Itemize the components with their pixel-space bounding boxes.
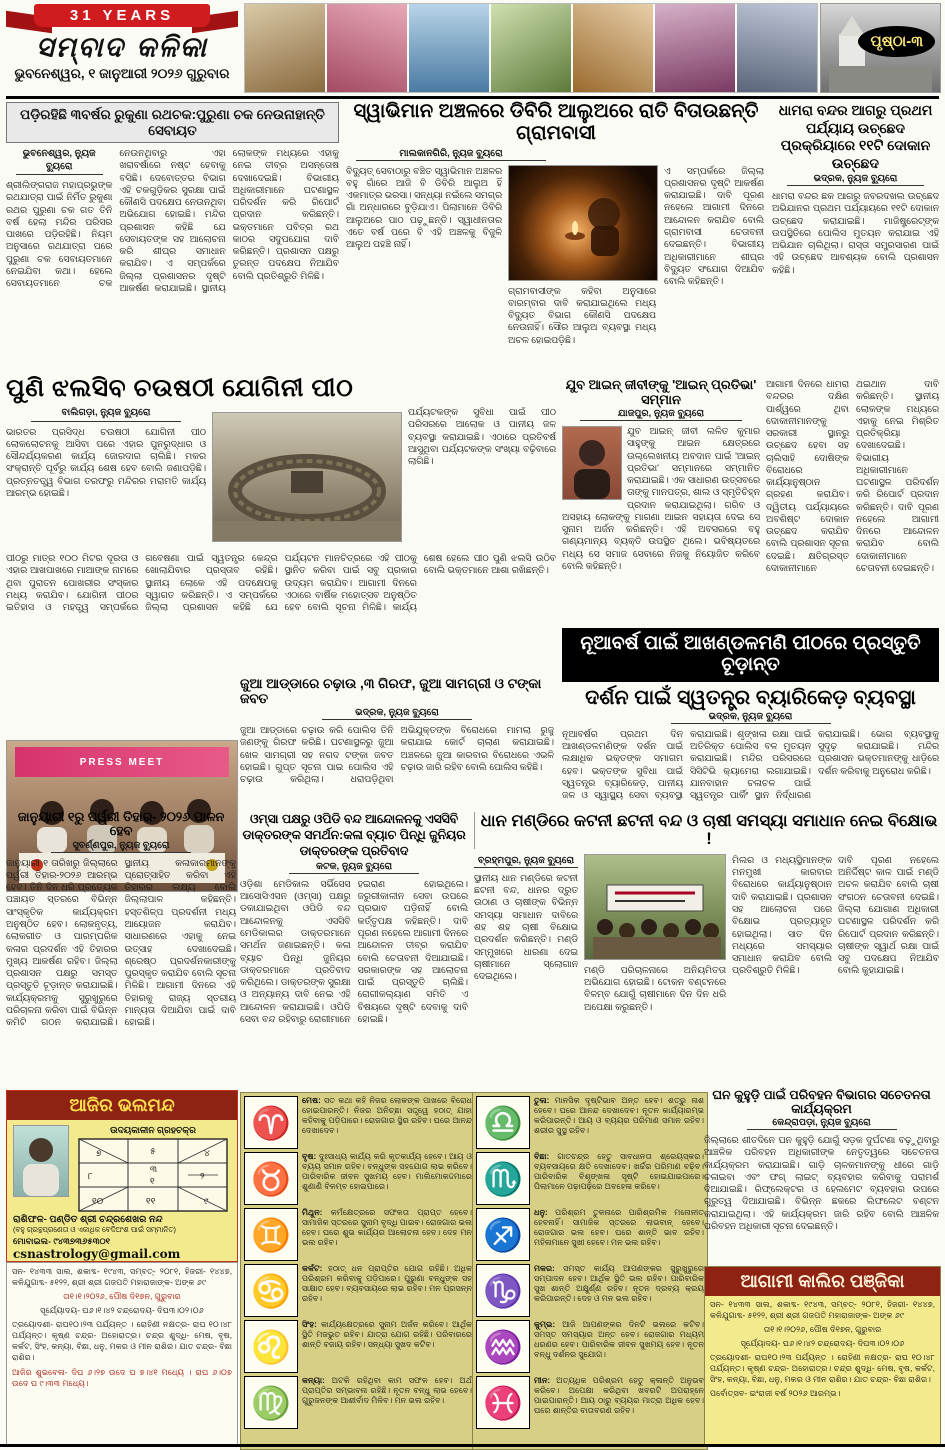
akhandalamani-bar-headline: ନୂଆବର୍ଷ ପାଇଁ ଆଖଣ୍ଡଳମଣି ପୀଠରେ ପ୍ରସ୍ତୁତି ଚୂଡ଼ାନ୍ତ [562, 628, 939, 682]
agami-parva-line: ପର୍ବୋତ୍ସବ- ଇଂରାଜୀ ବର୍ଷ ୨୦୨୬ ଆରମ୍ଭ। [710, 1389, 841, 1399]
yogini-shrine-photo [212, 412, 402, 542]
dhamara-body-continued: ଆଗାମୀ ଦିନରେ ଧାମରା ବନ୍ଦରର ଦକ୍ଷିଣ ପାର୍ଶ୍ୱରେ ଥିବା ଦୋକାନୀମାନଙ୍କୁ ସରକାରୀ ସ୍ଥାନରୁ ଉଚ୍ଛେଦ ହେବା ସହ ଚାଲିସାହି ଦୋଷିଙ୍କ ବିରୋଧରେ କାର୍ଯ୍ୟାନୁଷ୍ଠାନ ଗ୍ରହଣ କରାଯିବ। ଦ୍ୱିତୀୟ ପର୍ଯ୍ୟାୟରେ ଅବଶିଷ୍ଟ ଦୋକାନ ଉଚ୍ଛେଦ କରାଯିବ ବୋଲି ପ୍ରଶାସନ ସୂଚନା ଦେଇଛି। କ୍ଷତିଗ୍ରସ୍ତ ଦୋକାନୀମାନେ ଥଇଥାନ ଦାବି କରିଛନ୍ତି। ସ୍ଥାନୀୟ ଲୋକଙ୍କ ମଧ୍ୟରେ ଏହାକୁ ନେଇ ମିଶ୍ରିତ ପ୍ରତିକ୍ରିୟା ଦେଖାଦେଇଛି। ବିଭାଗୀୟ ଅଧିକାରୀମାନେ ଘଟଣାସ୍ଥଳ ପରିଦର୍ଶନ କରି ରିପୋର୍ଟ ପ୍ରଦାନ କରିଛନ୍ତି। ଦାବି ପୂରଣ ନହେଲେ ଆଗାମୀ ଦିନରେ ଆନ୍ଦୋଳନ କରାଯିବ ବୋଲି ଦୋକାନୀମାନେ ଚେତାବନୀ ଦେଇଛନ୍ତି। [766, 379, 939, 573]
article-pravari [6, 810, 236, 1088]
dhana-body-col1: ସ୍ଥାନୀୟ ଧାନ ମଣ୍ଡିରେ କଟନୀ ଛଟନୀ ବନ୍ଦ, ଧାନର ଦ୍ରୁତ ଉଠାଣ ଓ ଚାଷୀଙ୍କ ବିଭିନ୍ନ ସମସ୍ୟା ସମାଧାନ ଦାବିରେ ଶହ ଶହ ଚାଷୀ ବିକ୍ଷୋଭ ପ୍ରଦର୍ଶନ କରିଛନ୍ତି। ମଣ୍ଡି ସମ୍ମୁଖରେ ଧାରଣା ଦେଇ ଚାଷୀମାନେ ସ୍ଲୋଗାନ ଦେଇଥିଲେ। [474, 872, 578, 982]
jua-body: ଜୁଆ ଆଡ୍ଡାରେ ଚଢ଼ାଉ କରି ପୋଲିସ ତିନି ଜଣଙ୍କୁ ଗିରଫ କରିଛି। ଘଟଣାସ୍ଥଳରୁ ଜୁଆ ଖେଳ ସାମଗ୍ରୀ ସହ ନଗଦ ଟଙ୍କା ଜବତ ହୋଇଛି। ଗୁପ୍ତ ସୂଚନା ପାଇ ପୋଲିସ ଏହି ଚଢ଼ାଉ କରିଥିଲା। ଧରାପଡ଼ିଥିବା ଅଭିଯୁକ୍ତଙ୍କ ବିରୋଧରେ ମାମଲା ରୁଜୁ କରାଯାଇ କୋର୍ଟ ଚାଲାଣ କରାଯାଇଛି। ଅଞ୍ଚଳରେ ଜୁଆ କାରବାର ବିରୋଧରେ ଏଭଳି ଚଢ଼ାଉ ଜାରି ରହିବ ବୋଲି ପୋଲିସ କହିଛି। [240, 725, 554, 785]
chart-cell: ୧ [150, 1176, 155, 1186]
collage-craft-photo [573, 4, 653, 92]
article-dhamara [772, 102, 939, 372]
sign-name: ମକର: [534, 1264, 555, 1273]
gemini-icon: ♊ [244, 1208, 298, 1261]
zodiac-entry-mesha [244, 1096, 472, 1149]
omsa-body: ଓଡ଼ିଶା ମେଡିକାଲ ସର୍ଭିସେସ ଆସୋସିଏସନ (ଓମ୍ସା) ପକ୍ଷରୁ ଡକାଯାଇଥିବା ଓପିଡି ବନ୍ଦ ଆନ୍ଦୋଳନକୁ ଏସସିବି ମେଡିକାଲର ଡାକ୍ତରମାନେ ସମର୍ଥନ ଜଣାଇଛନ୍ତି। କଳା ବ୍ୟାଚ ପିନ୍ଧି ଜୁନିୟର ଡାକ୍ତରମାନେ ପ୍ରତିବାଦ କରିଥିଲେ। ଡାକ୍ତରଙ୍କ ସୁରକ୍ଷା ଓ ଅନ୍ୟାନ୍ୟ ଦାବି ନେଇ ଏହି ଆନ୍ଦୋଳନ କରାଯାଇଛି। ଓପିଡି ସେବା ବନ୍ଦ ରହିବାରୁ ରୋଗୀମାନେ ହଇରାଣ ହୋଇଥିଲେ। ଜରୁରୀକାଳୀନ ସେବା ଉପରେ ପ୍ରଭାବ ପଡ଼ିନାହିଁ ବୋଲି କର୍ତ୍ତୃପକ୍ଷ କହିଛନ୍ତି। ଦାବି ପୂରଣ ନହେଲେ ଆଗାମୀ ଦିନରେ ଆନ୍ଦୋଳନ ତୀବ୍ର କରାଯିବ ବୋଲି ଚେତାବନୀ ଦିଆଯାଇଛି। ସରକାରଙ୍କ ସହ ଆଲୋଚନା ପାଇଁ ପ୍ରସ୍ତୁତି ଚାଲିଛି। ରୋଗୀକଲ୍ୟାଣ ସମିତି ଏ ବିଷୟରେ ଦୃଷ୍ଟି ଦେବାକୁ ଦାବି ହୋଇଛି। [240, 878, 468, 1024]
article-rath-chaka [6, 102, 339, 372]
sign-name: କୁମ୍ଭ: [534, 1320, 556, 1329]
dhamara-body: ଧାମରା ବନ୍ଦର ଛକ ଆଗରୁ ଜବରଦଖଲ ଉଚ୍ଛେଦ ଅଭିଯାନର ପ୍ରଥମ ପର୍ଯ୍ୟାୟରେ ୧୧ଟି ଦୋକାନ ଉଚ୍ଛେଦ କରାଯାଇଛି। ମାଜିଷ୍ଟ୍ରେଟ୍‌ଙ୍କ ଉପସ୍ଥିତିରେ ପୋଲିସ ମୁତୟନ କରାଯାଇ ଏହି ଅଭିଯାନ ଚାଲିଥିଲା। ରାସ୍ତା ସମ୍ପ୍ରସାରଣ ପାଇଁ ଏହି ଉଚ୍ଛେଦ ଆବଶ୍ୟକ ବୋଲି ପ୍ରଶାସନ କହିଛି। [772, 191, 939, 275]
agami-panjika-title: ଆଗାମୀ କାଲିର ପଞ୍ଜିକା [705, 1267, 940, 1296]
sign-name: ବିଛା: [534, 1152, 550, 1161]
collage-village-photo [491, 4, 571, 92]
panjika-sun-line: ସୂର୍ଯ୍ୟୋଦୟ- ଘ୬।୧।୪୨ ଚନ୍ଦ୍ରୋଦୟ- ଦିଘ୩।୦୨।୦୬ [40, 1306, 204, 1316]
agami-tithi-line: ତ୍ରୟୋଦଶୀ- ରାଘ୧୦।୨୩ ପର୍ଯ୍ୟନ୍ତ । ରୋହିଣୀ ନକ୍ଷତ୍ର- ରାଘ ୧୦।୪୮ ପର୍ଯ୍ୟନ୍ତ। କୃଷ୍ଣ ଚନ୍ଦ୍ର- ଅହୋରାତ୍ର। ଚନ୍ଦ୍ର ଶୁଦ୍ଧି- ମେଷ, ବୃଷ, କର୍କଟ, ସିଂହ, କନ୍ୟା, ବିଛା, ଧନୁ, ମକର ଓ ମୀନ ରାଶିର। ଯାତ ଚନ୍ଦ୍ର- ବିଛା ରାଶିର। [710, 1353, 935, 1385]
sign-name: ତୁଳା: [534, 1096, 550, 1105]
pravari-body: ଜାନୁୟାରୀ ୧ ତାରିଖରୁ ଜିଲ୍ଲାରେ ପର୍ୱରୀ ତିହାର-୨୦୨୬ ଆରମ୍ଭ ହେବ। ତିନି ଦିନ ଧରି ପ୍ରତ୍ୟେକ ପଞ୍ଚାୟତ ସ୍ତରରେ ବିଭିନ୍ନ ସାଂସ୍କୃତିକ କାର୍ଯ୍ୟକ୍ରମ ଅନୁଷ୍ଠିତ ହେବ। ଲୋକନୃତ୍ୟ, ଲୋକଗୀତ ଓ ପାରମ୍ପରିକ କଳାର ପ୍ରଦର୍ଶନ ଏହି ତିହାରର ମୁଖ୍ୟ ଆକର୍ଷଣ ରହିବ। ଜିଲ୍ଲା ପ୍ରଶାସନ ପକ୍ଷରୁ ସମସ୍ତ ପ୍ରସ୍ତୁତି ଚୂଡ଼ାନ୍ତ କରାଯାଇଛି। କାର୍ଯ୍ୟକ୍ରମକୁ ସୁରୁଖୁରୁରେ ପରିଚାଳନା କରିବା ପାଇଁ ବିଭିନ୍ନ କମିଟି ଗଠନ କରାଯାଇଛି। ସ୍ଥାନୀୟ କଳାକାରମାନଙ୍କୁ ପ୍ରୋତ୍ସାହିତ କରିବା ଏହି ତିହାରର ଲକ୍ଷ୍ୟ ବୋଲି ଜିଲ୍ଲାପାଳ କହିଛନ୍ତି। ହସ୍ତଶିଳ୍ପ ପ୍ରଦର୍ଶନୀ ମଧ୍ୟ ଆୟୋଜନ କରାଯିବ। ସାଧାରଣରେ ଏହାକୁ ନେଇ ଉତ୍ସାହ ଦେଖାଦେଇଛି। ଶ୍ରେଷ୍ଠ ପ୍ରଦର୍ଶନକାରୀଙ୍କୁ ପୁରସ୍କୃତ କରାଯିବ ବୋଲି ସୂଚନା ମିଳିଛି। ଆଗାମୀ ଦିନରେ ଏହି ତିହାରକୁ ରାଜ୍ୟ ସ୍ତରୀୟ ମାନ୍ୟତା ଦିଆଯିବା ପାଇଁ ଦାବି ହୋଇଛି। [6, 857, 236, 1028]
dibiri-body-col3: ଏ ସମ୍ପର୍କରେ ଜିଲ୍ଲା ପ୍ରଶାସନର ଦୃଷ୍ଟି ଆକର୍ଷଣ କରାଯାଇଛି। ଦାବି ପୂରଣ ନହେଲେ ଆଗାମୀ ଦିନରେ ଆନ୍ଦୋଳନ କରାଯିବ ବୋଲି ଗ୍ରାମବାସୀ ଚେତାବନୀ ଦେଇଛନ୍ତି। ବିଭାଗୀୟ ଅଧିକାରୀମାନେ ଶୀଘ୍ର ବିଦ୍ୟୁତ ସଂଯୋଗ ଦିଆଯିବ ବୋଲି କହିଛନ୍ତି। [664, 165, 764, 287]
ajira-title: ଆଜିର ଭଲମନ୍ଦ [7, 1091, 237, 1120]
sign-name: ମୀନ: [534, 1376, 551, 1385]
protest-crowd-icon [585, 855, 725, 959]
zodiac-entry-simha [244, 1320, 472, 1373]
article-omsa [240, 812, 468, 1088]
zodiac-entry-kumbha [476, 1320, 704, 1373]
zodiac-entry-mithuna [244, 1208, 472, 1261]
chart-cell: ୭ [96, 1148, 102, 1158]
astrologer-silhouette-icon [14, 1126, 68, 1196]
pisces-icon: ♓ [476, 1376, 530, 1429]
ain-byline: ଯାଜପୁର, ନ୍ୟୁଜ ବ୍ୟୁରୋ [580, 408, 742, 421]
chart-cell: ୧୧ [146, 1196, 156, 1206]
dibiri-body-col2: ଗ୍ରାମବାସୀଙ୍କ କହିବା ଅନୁସାରେ ବାରମ୍ବାର ଦାବି କରାଯାଇଥିଲେ ମଧ୍ୟ ବିଦ୍ୟୁତ ବିଭାଗ କୌଣସି ପଦକ୍ଷେପ ନେଉନାହିଁ। ସୌର ଆଲୁଅ ବ୍ୟବସ୍ଥା ମଧ୍ୟ ଅଚଳ ହୋଇପଡ଼ିଛି। [508, 285, 656, 345]
zodiac-entry-tula [476, 1096, 704, 1149]
dibiri-byline: ମାଲକାନଗିରି, ନ୍ୟୁଜ ବ୍ୟୁରୋ [356, 148, 546, 161]
collage-boat-photo [409, 4, 489, 92]
agami-date-line: ତା୧।୧।୨୦୨୬, ପୌଷ ଦି୧୭ନ, ଗୁରୁବାର [763, 1325, 882, 1335]
zodiac-entry-kanya [244, 1376, 472, 1429]
years-ribbon [6, 2, 238, 32]
zodiac-entry-makara [476, 1264, 704, 1317]
article-akhandalamani [562, 628, 939, 820]
chart-cell: ୫ [150, 1146, 156, 1156]
sign-text: ଗାତଚନ୍ଦ୍ର ହେତୁ ସାବଧାନତା ଶ୍ରେୟସ୍କର। ବ୍ୟବସାୟରେ କ୍ଷତି ଦେଖାଦେବ। ଖର୍ଚ୍ଚର ପରିମାଣ ବଢ଼ିବ। ପାରିବାରିକ ବିଶୃଙ୍ଖଳା ସୃଷ୍ଟି ହୋଇଯାଇପାରେ। ପିଲାମାନେ ପଢ଼ାପଢ଼ିରେ ଅବହେଳା କରିବେ। [534, 1152, 704, 1191]
zodiac-column-2 [472, 1092, 708, 1450]
header-pond-photo [820, 3, 941, 93]
sign-name: ବୃଷ: [302, 1152, 317, 1161]
dhana-byline: ବ୍ରହ୍ମପୁର, ନ୍ୟୁଜ ବ୍ୟୁରୋ [474, 855, 578, 868]
article-kuhudi [704, 1088, 939, 1262]
scorpio-icon: ♏ [476, 1152, 530, 1205]
collage-fair-photo [737, 4, 817, 92]
chart-cell: ୪ [204, 1148, 210, 1158]
omsa-byline: କଟକ, ନ୍ୟୁଜ ବ୍ୟୁରୋ [289, 861, 419, 874]
sagittarius-icon: ♐ [476, 1208, 530, 1261]
press-meet-banner: PRESS MEET [15, 747, 229, 777]
chart-cell: ୯ [204, 1196, 209, 1206]
akhandalamani-byline: ଭଦ୍ରକ, ନ୍ୟୁଜ ବ୍ୟୁରୋ [671, 711, 831, 724]
zodiac-entry-dhanu [476, 1208, 704, 1261]
omsa-headline: ଓମ୍ସା ପକ୍ଷରୁ ଓପିଡି ବନ୍ଦ ଆନ୍ଦୋଳନକୁ ଏସସିବି ଡାକ୍ତରଙ୍କ ସମର୍ଥନ:କଳା ବ୍ୟାଚ ପିନ୍ଧି ଜୁନିୟର ଡାକ୍ତରଙ୍କ ପ୍ରତିବାଦ [242, 812, 466, 858]
sign-name: ଧନୁ: [534, 1208, 548, 1217]
dhana-body-col4: ଦାବି ପୂରଣ ନହେଲେ ଅନିର୍ଦ୍ଦିଷ୍ଟ କାଳ ପାଇଁ ମଣ୍ଡି ଅଚଳ କରାଯିବ ବୋଲି ଚାଷୀ ସଂଗଠନ ଚେତାବନୀ ଦେଇଛି। ଜିଲ୍ଲା ଯୋଗାଣ ଅଧିକାରୀ ଘଟଣାସ୍ଥଳ ପରିଦର୍ଶନ କରି ରିପୋର୍ଟ ପ୍ରଦାନ କରିଛନ୍ତି। ଚାଷୀଙ୍କ ସ୍ୱାର୍ଥ ରକ୍ଷା ପାଇଁ ସବୁ ପଦକ୍ଷେପ ନିଆଯିବ ବୋଲି କୁହାଯାଇଛି। [838, 854, 939, 976]
grahachakra-chart [78, 1138, 228, 1212]
article-dhana-mandi [474, 812, 939, 1084]
dibiri-lamp-photo [508, 165, 658, 281]
sign-text: ହଠାତ୍ ଧନ ପ୍ରାପ୍ତିର ଯୋଗ ରହିଛି। ଅଧିକ ପରିଶ୍ରମ କରିବାକୁ ପଡ଼ିପାରେ। ପୁରୁଣା ବନ୍ଧୁଙ୍କ ସହ ସାକ୍ଷାତ ହେବ। ବ୍ୟବସାୟରେ ଲାଭ ରହିବ। ମନ ପ୍ରସନ୍ନ ରହିବ। [302, 1264, 472, 1303]
sign-text: ସତ କଥା କହି ନିଜର ଲୋକଙ୍କ ପାଖରେ ବିରୋଧ ହୋଇପାରନ୍ତି। ନିଜର ଅନିଚ୍ଛା ସତ୍ତ୍ୱେ ହଠାତ୍ ଯାହା କହିବାକୁ ପଡ଼ିପାରେ। ରୋଜଗାର ସ୍ଥିର ରହିବ। ଘରେ ଆନନ୍ଦ ଦେଖାଦେବ। [302, 1096, 472, 1135]
dateline: ଭୁବନେଶ୍ୱର, ୧ ଜାନୁଆରୀ ୨୦୨୬ ଗୁରୁବାର [14, 66, 230, 81]
astrologer-credentials: (ବହୁ ଗ୍ରନ୍ଥପ୍ରଣେତା ଓ ଏକାଧିକ ବେଦିଅଂଶ ପାଇଁ ସମ୍ମାନିତ) [13, 1225, 176, 1234]
capricorn-icon: ♑ [476, 1264, 530, 1317]
dhana-body-col3: ମିଲର ଓ ମଧ୍ୟସ୍ଥିମାନଙ୍କ ମନମୁଖୀ କାରବାର ବିରୋଧରେ କାର୍ଯ୍ୟାନୁଷ୍ଠାନ ଦାବି କରାଯାଇଛି। ପ୍ରଶାସନ ସହ ଆଲୋଚନା ପରେ ବିକ୍ଷୋଭ ପ୍ରତ୍ୟାହୃତ ହୋଇଥିଲା। ସାତ ଦିନ ମଧ୍ୟରେ ସମସ୍ୟାର ସମାଧାନ କରାଯିବ ବୋଲି ପ୍ରତିଶ୍ରୁତି ମିଳିଛି। [732, 854, 832, 976]
sign-text: କର୍ମକ୍ଷେତ୍ରରେ ସଫଳତା ପ୍ରାପ୍ତ ହେବେ। ସାମାଜିକ ସ୍ତରରେ ସୁନାମ ବୃଦ୍ଧି ପାଇବ। ରୋଜଗାର ଭଲ ହେବ। ଘରେ ଶୁଭ କାର୍ଯ୍ୟର ଆଲୋଚନା ହେବ। ଦେହ ମନ ଭଲ ରହିବ। [302, 1208, 472, 1247]
stone-circle-icon [213, 413, 401, 541]
page-number-badge: ପୃଷ୍ଠା-୩ [858, 26, 935, 57]
panjika-date-line: ତା୧।୧।୨୦୨୬, ପୌଷ ଦି୧୭ନ, ଗୁରୁବାର [63, 1292, 181, 1302]
panjika-bela-line: ଆଜିର ଶୁଭବେଳା- ଦିଘ ୬।୨୭ ଉଦେ ଘ ୭।୪୧ ମଧ୍ୟେ । ରାଘ ୬।୦୭ ଉଦେ ଘ ୯।୩୩ ମଧ୍ୟେ। [12, 1367, 232, 1388]
lawyer-portrait-photo [562, 426, 622, 500]
today-panjika-panel [6, 1262, 238, 1446]
yogini-body-col2: ପର୍ଯ୍ୟଟକଙ୍କ ସୁବିଧା ପାଇଁ ପୀଠ ପରିସରରେ ଆଲୋକ ଓ ପାନୀୟ ଜଳ ବ୍ୟବସ୍ଥା କରାଯାଇଛି। ଏଠାରେ ପ୍ରତିବର୍ଷ ଆସୁଥିବା ପର୍ଯ୍ୟଟକଙ୍କ ସଂଖ୍ୟା ବଢ଼ିବାରେ ଲାଗିଛି। [408, 407, 556, 467]
pravari-headline: ଜାନୁୟାରୀ ୧ରୁ ପର୍ୱରୀ ତିହାର- ୨୦୨୬ ପାଳନ ହେବ [17, 809, 225, 839]
sign-text: ପରିଶ୍ରମ ତୁଳନାରେ ପାରିଶ୍ରମିକ ମନୋନୀତ ହେବନାହିଁ। ସାମାଜିକ ସ୍ତରରେ ଲାଭବାନ୍ ହେବେ। ରୋଜଗାର ଭଲ ହେବ। ଘରେ ଶାନ୍ତି ଭାବ ରହିବ। ମହିଳାମାନେ ସୁଖୀ ହେବେ। ମନ ଭଲ ରହିବ। [534, 1208, 704, 1247]
dhana-body-col2: ମଣ୍ଡି ପରିଚାଳନାରେ ଅନିୟମିତତା ଅଭିଯୋଗ ହୋଇଛି। ଟୋକନ ବଣ୍ଟନରେ ବିଳମ୍ବ ଯୋଗୁଁ ଚାଷୀମାନେ ଦିନ ଦିନ ଧରି ଅପେକ୍ଷା କରୁଛନ୍ତି। [584, 964, 726, 1012]
agami-era-line: ସନ- ୧୪୩୩ ସାଲ, ଶକାବ୍ଦ- ୧୯୪୩, ସମ୍ବତ୍- ୨୦୮୧, ହିଜରୀ- ୧୪୪୭, କଳିଯୁଗାବ୍ଦ- ୫୧୨୨, ଶ୍ରୀ ଶ୍ରୀ ଗଜପତି ମହାରାଜାଙ୍କ- ଅଙ୍କ ୬୯ [710, 1300, 935, 1321]
masthead [6, 2, 238, 94]
sign-name: କନ୍ୟା: [302, 1376, 325, 1385]
dhamara-headline: ଧାମରା ବନ୍ଦର ଆଗରୁ ପ୍ରଥମ ପର୍ଯ୍ୟାୟ ଉଚ୍ଛେଦ ପ୍ରକ୍ରିୟାରେ ୧୧ଟି ଦୋକାନ ଉଚ୍ଛେଦ [778, 102, 933, 171]
sign-text: ଦୁଃସାଧ୍ୟ କାର୍ଯ୍ୟ କରି କୃତକାର୍ଯ୍ୟ ହେବେ। ଆୟ ଓ ବ୍ୟୟ ସମାନ ରହିବ। ବନ୍ଧୁଙ୍କ ସହଯୋଗ ଲାଭ କରିବେ। ପାରିବାରିକ ଜୀବନ ସୁଖମୟ ହେବ। ମାଲିମୋକଦ୍ଦମାରେ ଶୁଣାଣି ବିଳମ୍ବ ହୋଇପାରେ। [302, 1152, 472, 1191]
panjika-tithi-line: ତ୍ରୟୋଦଶୀ- ରାଘ୧୦।୨୩ ପର୍ଯ୍ୟନ୍ତ । ରୋହିଣୀ ନକ୍ଷତ୍ର- ରାଘ ୧୦।୪୮ ପର୍ଯ୍ୟନ୍ତ। କୃଷ୍ଣ ଚନ୍ଦ୍ର- ଅହୋରାତ୍ର। ଚନ୍ଦ୍ର ଶୁଦ୍ଧି- ମେଷ, ବୃଷ, କର୍କଟ, ସିଂହ, କନ୍ୟା, ବିଛା, ଧନୁ, ମକର ଓ ମୀନ ରାଶିର। ଯାତ ଚନ୍ଦ୍ର- ବିଛା ରାଶିର। [12, 1320, 232, 1363]
virgo-icon: ♍ [244, 1376, 298, 1429]
article-yogini [6, 374, 556, 672]
agami-panjika-box [704, 1266, 941, 1446]
rath-body: ଶ୍ରୀଲିଙ୍ଗରାଜ ମହାପ୍ରଭୁଙ୍କ ରଥଯାତ୍ରା ପାଇଁ ନିର୍ମିତ ରୁକୁଣା ରଥର ପୁରୁଣା ଚକ ଗତ ତିନି ବର୍ଷ ହେଲା ମନ୍ଦିର ପରିସର ପାଖରେ ପଡ଼ିରହିଛି। ନିୟମ ଅନୁସାରେ ରଥଯାତ୍ରା ପରେ ପୁରୁଣା ଚକ ସେବାୟତମାନେ ନେଇଯିବା କଥା। ହେଲେ ସେବାୟତମାନେ ଚକ ନେଉନଥିବାରୁ ଏହା ଖରାବର୍ଷାରେ ନଷ୍ଟ ହେବାକୁ ବସିଛି। ଦେବୋତ୍ତର ବିଭାଗ ଏହି ଚକଗୁଡ଼ିକର ସୁରକ୍ଷା ପାଇଁ କୌଣସି ପଦକ୍ଷେପ ନେଉନଥିବା ଅଭିଯୋଗ ହୋଇଛି। ମନ୍ଦିର ପ୍ରଶାସନ କହିଛି ଯେ ସେବାୟତଙ୍କ ସହ ଆଲୋଚନା କରି ଶୀଘ୍ର ସମାଧାନ କରାଯିବ। ଏ ସମ୍ପର୍କରେ ଜିଲ୍ଲା ପ୍ରଶାସନର ଦୃଷ୍ଟି ଆକର୍ଷଣ କରାଯାଇଛି। ସ୍ଥାନୀୟ ଲୋକଙ୍କ ମଧ୍ୟରେ ଏହାକୁ ନେଇ ତୀବ୍ର ଅସନ୍ତୋଷ ଦେଖାଦେଇଛି। ବିଭାଗୀୟ ଅଧିକାରୀମାନେ ଘଟଣାସ୍ଥଳ ପରିଦର୍ଶନ କରି ରିପୋର୍ଟ ପ୍ରଦାନ କରିଛନ୍ତି। ଭକ୍ତମାନେ ପବିତ୍ର ରଥ କାଠର ସଦୁପଯୋଗ ଦାବି କରିଛନ୍ତି। ପ୍ରଶାସନ ପକ୍ଷରୁ ତୁରନ୍ତ ପଦକ୍ଷେପ ନିଆଯିବ ବୋଲି ପ୍ରତିଶ୍ରୁତି ମିଳିଛି। [6, 148, 339, 293]
header-photo-collage [244, 3, 818, 93]
leo-icon: ♌ [244, 1320, 298, 1373]
zodiac-entry-brusha [244, 1152, 472, 1205]
panjika-era-line: ସନ- ୧୪୩୩ ସାଲ, ଶକାବ୍ଦ- ୧୯୪୩, ସମ୍ବତ୍- ୨୦୮୧, ହିଜରୀ- ୧୪୪୭, କଳିଯୁଗାବ୍ଦ- ୫୧୨୨, ଶ୍ରୀ ଶ୍ରୀ ଗଜପତି ମହାରାଜାଙ୍କ- ଅଙ୍କ ୬୯ [12, 1267, 232, 1288]
sign-text: ଆଜି ଆପଣଙ୍କର ଦିନଟି ଭଲରେ କଟିବ। ସମସ୍ତ ସମସ୍ୟାର ଅନ୍ତ ହେବ। ରୋଜଗାର ମଧ୍ୟମ ଧରଣର ହେବ। ପାରିବାରିକ ଜୀବନ ସୁଖମୟ ହେବ। ନୂତନ ବନ୍ଧୁ ଦର୍ଶନର ସୁଯୋଗ। [534, 1320, 704, 1359]
sign-text: ସମସ୍ତ କାର୍ଯ୍ୟ ଆପଣଙ୍କର ସୁରୁଖୁରୁରେ ସମ୍ପାଦନ ହେବ। ଆର୍ଥିକ ସ୍ଥିତି ଭଲ ରହିବ। ପାରିବାରିକ ସୁଖ ଶାନ୍ତି ଅକ୍ଷୁର୍ଣ୍ଣ ରହିବ। ନୂତନ ଦ୍ରବ୍ୟ କ୍ରୟ କରିପାରନ୍ତି। ଦେହ ଓ ମନ ଭଲ ରହିବ। [534, 1264, 704, 1303]
dhamara-byline: ଭଦ୍ରକ, ନ୍ୟୁଜ ବ୍ୟୁରୋ [787, 173, 924, 186]
libra-icon: ♎ [476, 1096, 530, 1149]
dibiri-headline: ସ୍ୱାଭିମାନ ଅଞ୍ଚଳରେ ଡିବିରି ଆଲୁଅରେ ରାତି ବିତାଉଛନ୍ତି ଗ୍ରାମବାସୀ [353, 100, 759, 144]
ajira-bhalamanda-box [6, 1090, 238, 1262]
lamp-flame-icon [509, 166, 657, 280]
yogini-byline: ବାଲିଗଡ଼ା, ନ୍ୟୁଜ ବ୍ୟୁରୋ [31, 407, 181, 422]
sign-text: ଅତ୍ୟଧିକ ପରିଶ୍ରମ ହେତୁ କ୍ଳାନ୍ତି ଅନୁଭବ କରିବେ। ଅପେକ୍ଷା କରିଥିବା ଖବରଟି ଅପରାହ୍ନେ ପାଇପାରନ୍ତି। ଆୟ ଠାରୁ ବ୍ୟୟର ମାତ୍ରା ଅଧିକ ହେବ। ଘରେ ଶାନ୍ତିର ବାତାବରଣ ରହିବ। [534, 1376, 704, 1415]
grahachakra-label: ଉଦୟକାଳୀନ ଗ୍ରହଚକ୍ର [110, 1125, 196, 1135]
jua-byline: ଭଦ୍ରକ, ନ୍ୟୁଜ ବ୍ୟୁରୋ [322, 707, 472, 720]
ain-body: ଯୁବ ଆଇନ୍ ଜୀବୀ ଲଳିତ କୁମାର ସାହୁଙ୍କୁ ଆଇନ କ୍ଷେତ୍ରରେ ଉଲ୍ଲେଖନୀୟ ଅବଦାନ ପାଇଁ 'ଆଇନ୍ ପ୍ରତିଭା' ସମ୍ମାନରେ ସମ୍ମାନିତ କରାଯାଇଛି। ଏକ ସାଧାରଣ ଉତ୍ସବରେ ତାଙ୍କୁ ମାନପତ୍ର, ଶାଲ ଓ ସ୍ମୃତିଚିହ୍ନ ପ୍ରଦାନ କରାଯାଇଥିଲା। ଗରିବ ଓ ଅସହାୟ ଲୋକଙ୍କୁ ମାଗଣା ଆଇନ ସହାୟତା ଦେଇ ସେ ସୁନାମ ଅର୍ଜନ କରିଛନ୍ତି। ଏହି ଅବସରରେ ବହୁ ଗଣ୍ୟମାନ୍ୟ ବ୍ୟକ୍ତି ଉପସ୍ଥିତ ଥିଲେ। ଭବିଷ୍ୟତରେ ମଧ୍ୟ ସେ ସମାଜ ସେବାରେ ନିଜକୁ ନିୟୋଜିତ କରିବେ ବୋଲି କହିଛନ୍ତି। [562, 426, 760, 572]
aries-icon: ♈ [244, 1096, 298, 1149]
aquarius-icon: ♒ [476, 1320, 530, 1373]
sign-name: କର୍କଟ: [302, 1264, 323, 1273]
article-ain-pratibha [562, 378, 760, 638]
sign-text: ଅଟକି ରହିଥିବା କାମ ସଫଳ ହେବ। ଅର୍ଥ ପ୍ରାପ୍ତିର ସମ୍ଭାବନା ରହିଛି। ନୂତନ ବନ୍ଧୁ ଲାଭ ହେବେ। ଗୁରୁଜନଙ୍କ ଆଶୀର୍ବାଦ ମିଳିବ। ମନ ଭଲ ରହିବ। [302, 1376, 472, 1405]
years-ribbon-label: 31 YEARS [34, 4, 210, 27]
akhandalamani-sub-headline: ଦର୍ଶନ ପାଇଁ ସ୍ୱତନ୍ତ୍ର ବ୍ୟାରିକେଡ଼ ବ୍ୟବସ୍ଥା [585, 685, 916, 709]
sign-text: ମାନସିକ ଦୃଷ୍ଟିଭାବ ଅନ୍ତ ହେବ। ଶତ୍ରୁ ନାଶ ହେବେ। ଘରେ ଆନନ୍ଦ ଦେଖାଦେବ। ନୂତନ କାର୍ଯ୍ୟାରମ୍ଭ କରିପାରନ୍ତି। ଆୟ ଓ ବ୍ୟୟର ପରିମାଣ ସମାନ ରହିବ। ଶରୀର ସୁସ୍ଥ ରହିବ। [534, 1096, 704, 1135]
portrait-silhouette-icon [563, 427, 621, 499]
yogini-body-col1: ଭାରତର ପ୍ରସିଦ୍ଧ ଚଉଷଠୀ ଯୋଗିନୀ ପୀଠ ଲୋକଲୋଚନକୁ ଆସିବା ପରେ ଏହାର ପୁନରୁଦ୍ଧାର ଓ ସୌନ୍ଦର୍ଯ୍ୟକରଣ କାର୍ଯ୍ୟ ଜୋରଦାର ଚାଲିଛି। ମକର ସଂକ୍ରାନ୍ତି ପୂର୍ବରୁ କାର୍ଯ୍ୟ ଶେଷ ହେବ ବୋଲି ଜଣାପଡ଼ିଛି। ପ୍ରତ୍ନତତ୍ତ୍ୱ ବିଭାଗ ତରଫରୁ ମନ୍ଦିରର ମରାମତି କାର୍ଯ୍ୟ ଆରମ୍ଭ ହୋଇଛି। [6, 426, 206, 498]
agami-sun-line: ସୂର୍ଯ୍ୟୋଦୟ- ଘ୬।୧।୪୨ ଚନ୍ଦ୍ରୋଦୟ- ଦିଘ୩।୦୨।୦୬ [740, 1339, 905, 1349]
collage-dance-photo [655, 4, 735, 92]
kuhudi-headline: ଘନ କୁହୁଡ଼ି ପାଇଁ ପରିବହନ ବିଭାଗର ସଚେତନତା କାର୍ଯ୍ୟକ୍ରମ [712, 1088, 931, 1116]
sign-name: ସିଂହ: [302, 1320, 317, 1329]
sign-text: କାର୍ଯ୍ୟକ୍ଷେତ୍ରରେ ସୁନାମ ଅର୍ଜନ କରିବେ। ଆର୍ଥିକ ସ୍ଥିତି ମଜଭୁତ ରହିବ। ଯାତ୍ରା ଯୋଗ ରହିଛି। ପରିବାରରେ ଶାନ୍ତି ବଜାୟ ରହିବ। ସନ୍ଧ୍ୟା ସୁଖଦ କଟିବ। [302, 1320, 472, 1349]
astrologer-email: csnastrology@gmail.com [13, 1247, 181, 1261]
taurus-icon: ♉ [244, 1152, 298, 1205]
ain-headline: ଯୁବ ଆଇନ୍ ଜୀବୀଙ୍କୁ 'ଆଇନ୍ ପ୍ରତିଭା' ସମ୍ମାନ [565, 377, 757, 407]
jua-headline: ଜୁଆ ଆଡ୍ଡାରେ ଚଢ଼ାଉ ,୩ ଗିରଫ, ଜୁଆ ସାମଗ୍ରୀ ଓ ଟଙ୍କା ଜବତ [240, 676, 542, 707]
header-rule [6, 96, 939, 99]
zodiac-entry-mina [476, 1376, 704, 1429]
cancer-icon: ♋ [244, 1264, 298, 1317]
astrologer-photo [13, 1125, 69, 1197]
collage-temple-photo [245, 4, 325, 92]
dhana-headline: ଧାନ ମଣ୍ଡିରେ କଟନୀ ଛଟନୀ ବନ୍ଦ ଓ ଚାଷୀ ସମସ୍ୟା ସମାଧାନ ନେଇ ବିକ୍ଷୋଭ ! [474, 812, 939, 849]
rath-byline: ଭୁବନେଶ୍ୱର, ନ୍ୟୁଜ ବ୍ୟୁରୋ [16, 148, 103, 175]
footer-rule [0, 1444, 945, 1447]
article-dibiri [346, 101, 766, 372]
zodiac-entry-karkata [244, 1264, 472, 1317]
rath-headline: ପଡ଼ିରହିଛି ୩ବର୍ଷର ରୁକୁଣା ରଥଚକ:ପୁରୁଣା ଚକ ନେଉନାହାନ୍ତି ସେବାୟତ [6, 102, 339, 143]
astrologer-mobile: ମୋବାଇଲ- ୯୪୩୭୩୬୫୩୦୧ [13, 1236, 111, 1246]
protest-photo [584, 854, 726, 960]
chart-cell: ୮ [88, 1171, 93, 1181]
chart-cell: ୩ [150, 1164, 158, 1174]
chart-cell: ୧୦ [92, 1196, 104, 1206]
sign-name: ମେଷ: [302, 1096, 321, 1105]
chart-cell: ୨ [200, 1171, 205, 1181]
akhandalamani-body: ନୂଆବର୍ଷର ପ୍ରଥମ ଦିନ ଆଖଣ୍ଡଳମଣିଙ୍କ ଦର୍ଶନ ପାଇଁ ଲକ୍ଷାଧିକ ଭକ୍ତଙ୍କ ସମାଗମ ହେବ। ଭକ୍ତଙ୍କ ସୁବିଧା ପାଇଁ ସ୍ୱତନ୍ତ୍ର ବ୍ୟାରିକେଡ଼, ପାନୀୟ ଜଳ ଓ ସ୍ୱାସ୍ଥ୍ୟ ସେବା ବ୍ୟବସ୍ଥା କରାଯାଇଛି। ଶୃଙ୍ଖଳା ରକ୍ଷା ପାଇଁ ଅତିରିକ୍ତ ପୋଲିସ ବଳ ମୁତୟନ କରାଯାଇଛି। ମନ୍ଦିର ପରିସରରେ ସିସିଟିଭି କ୍ୟାମେରା ଲଗାଯାଇଛି। ଯାନବାହାନ ଚଳାଚଳ ପାଇଁ ସ୍ୱତନ୍ତ୍ର ପାର୍କିଂ ସ୍ଥାନ ନିର୍ଦ୍ଧାରଣ କରାଯାଇଛି। ଭୋଗ ବ୍ୟବସ୍ଥାକୁ ସୁଦୃଢ଼ କରାଯାଇଛି। ମନ୍ଦିର ପ୍ରଶାସନ ଭକ୍ତମାନଙ୍କୁ ଧାଡ଼ିରେ ଦର୍ଶନ କରିବାକୁ ଅନୁରୋଧ କରିଛି। [562, 728, 939, 801]
zodiac-column-1 [240, 1092, 476, 1450]
yogini-headline: ପୁଣି ଝଲସିବ ଚଉଷଠୀ ଯୋଗିନୀ ପୀଠ [6, 374, 354, 402]
yogini-body-bottom: ପୀଠରୁ ମାତ୍ର ୧୦୦ ମିଟର ଦୂରତା ଓ ଏହାର ଆଖପାଖରେ ମାଆଙ୍କ ନାମରେ ଥିବା ପୁରାତନ ପୋଖରୀର ସଂସ୍କାର ମଧ୍ୟ କରାଯିବ। ଯୋଗିନୀ ପୀଠର ଇତିହାସ ଓ ମହତ୍ତ୍ୱ ସମ୍ପର୍କରେ ଗବେଷଣା ପାଇଁ ସ୍ୱତନ୍ତ୍ର କେନ୍ଦ୍ର ଖୋଲାଯିବାର ପ୍ରସ୍ତାବ ରହିଛି। ସ୍ଥାନୀୟ ଲୋକେ ଏହି ପଦକ୍ଷେପକୁ ସ୍ୱାଗତ କରିଛନ୍ତି। ଏ ସମ୍ପର୍କରେ ଜିଲ୍ଲା ପ୍ରଶାସନ କହିଛି ଯେ ପର୍ଯ୍ୟଟନ ମାନଚିତ୍ରରେ ଏହି ପୀଠକୁ ସ୍ଥାନିତ କରିବା ପାଇଁ ସବୁ ପ୍ରକାର ଉଦ୍ୟମ କରାଯିବ। ଆଗାମୀ ଦିନରେ ଏଠାରେ ବାର୍ଷିକ ମହୋତ୍ସବ ଅନୁଷ୍ଠିତ ହେବ ବୋଲି ସୂଚନା ମିଳିଛି। କାର୍ଯ୍ୟ ଶେଷ ହେଲେ ପୀଠ ପୁଣି ଝଲସି ଉଠିବ ବୋଲି ଭକ୍ତମାନେ ଆଶା ରଖିଛନ୍ତି। [6, 553, 556, 613]
pravari-byline: ସୁବର୍ଣ୍ଣପୁର, ନ୍ୟୁଜ ବ୍ୟୁରୋ [51, 840, 191, 853]
article-jua [240, 676, 554, 820]
zodiac-entry-bichha [476, 1152, 704, 1205]
paper-logo: ସମ୍ବାଦ କଳିକା [36, 31, 208, 64]
astrologer-name: ରାଶିଫଳ- ପଣ୍ଡିତ ଶ୍ରୀ ଚନ୍ଦ୍ରଶେଖର ନନ୍ଦ [13, 1214, 163, 1225]
collage-children-photo [327, 4, 407, 92]
dibiri-body-col1: ବିଦ୍ୟୁତ୍ ସେବାଠାରୁ ବଞ୍ଚିତ ସ୍ୱାଭିମାନ ଅଞ୍ଚଳର ବହୁ ଗାଁରେ ଆଜି ବି ଡିବିରି ଆଲୁଅ ହିଁ ଏକମାତ୍ର ଭରସା। ସନ୍ଧ୍ୟା ନଇଁଲେ ସମଗ୍ର ଗାଁ ଅନ୍ଧାରରେ ବୁଡ଼ିଯାଏ। ପିଲାମାନେ ଡିବିରି ଆଲୁଅରେ ପାଠ ପଢ଼ୁଛନ୍ତି। ସ୍ୱାଧୀନତାର ଏତେ ବର୍ଷ ପରେ ବି ଏହି ଅଞ୍ଚଳକୁ ବିଜୁଳି ଆଲୁଅ ପହଞ୍ଚି ନାହିଁ। [346, 165, 502, 250]
kuhudi-byline: କେନ୍ଦ୍ରାପଡ଼ା, ନ୍ୟୁଜ ବ୍ୟୁରୋ [747, 1117, 897, 1130]
kuhudi-body: ଜିଲ୍ଲାରେ ଶୀତଦିନେ ଘନ କୁହୁଡ଼ି ଯୋଗୁଁ ସଡ଼କ ଦୁର୍ଘଟଣା ବଢ଼ୁଥିବାରୁ ଆଞ୍ଚଳିକ ପରିବହନ ଅଧିକାରୀଙ୍କ ନେତୃତ୍ୱରେ ସଚେତନତା କାର୍ଯ୍ୟକ୍ରମ କରାଯାଇଛି। ଗାଡ଼ି ଚାଳକମାନଙ୍କୁ ଧୀରେ ଗାଡ଼ି ଚଳାଇବା ଏବଂ ଫଗ୍ ଲାଇଟ୍ ବ୍ୟବହାର କରିବାକୁ ପରାମର୍ଶ ଦିଆଯାଇଛି। ରିଫ୍ଲେକ୍ଟର ଓ ହେଲମେଟ ବ୍ୟବହାର ଉପରେ ଗୁରୁତ୍ୱ ଦିଆଯାଇଛି। ବିଭିନ୍ନ ଛକରେ ଲିଫଲେଟ ବଣ୍ଟନ କରାଯାଇଥିଲା। ଏହି କାର୍ଯ୍ୟକ୍ରମ ଜାରି ରହିବ ବୋଲି ଆଞ୍ଚଳିକ ପରିବହନ ଅଧିକାରୀ ସୂଚନା ଦେଇଛନ୍ତି। [704, 1135, 939, 1231]
sign-name: ମିଥୁନ: [302, 1208, 323, 1217]
